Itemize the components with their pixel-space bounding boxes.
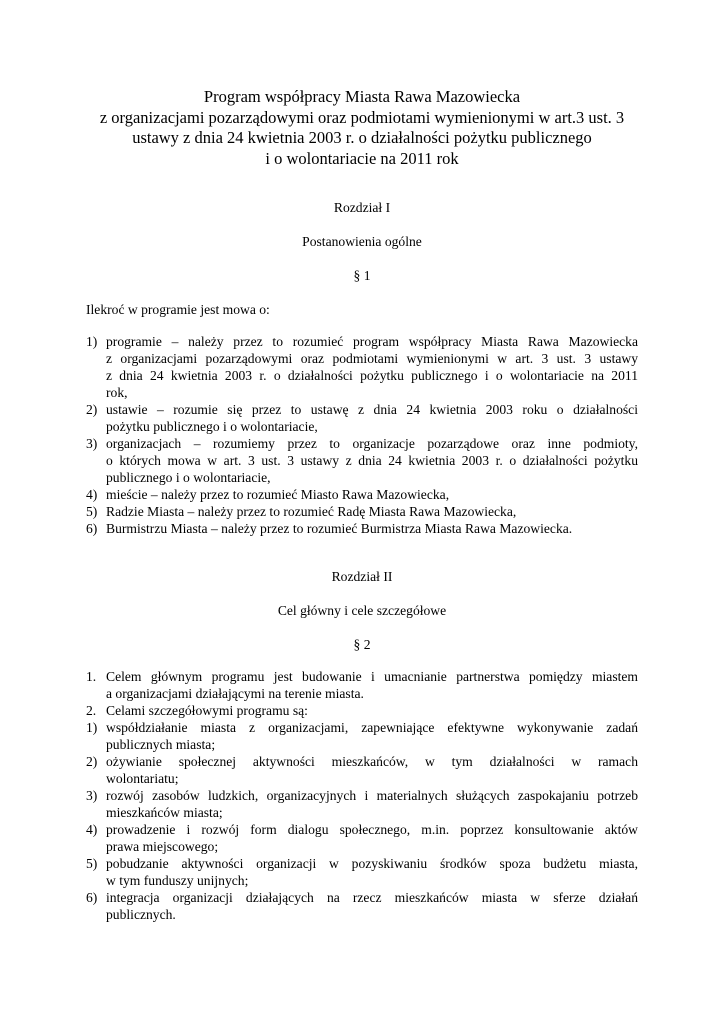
list-item bbox=[86, 889, 638, 923]
chapter-2-label: Rozdział II bbox=[331, 569, 393, 584]
list-item-line: z dnia 24 kwietnia 2003 r. o działalności pożytku publicznego i o wolontariacie na 2011 bbox=[106, 368, 638, 383]
list-item bbox=[86, 486, 638, 503]
list-item-line: współdziałanie miasta z organizacjami, zapewniające efektywne wykonywanie zadań bbox=[106, 720, 638, 735]
chapter-1-name: Postanowienia ogólne bbox=[302, 234, 422, 249]
title-line: z organizacjami pozarządowymi oraz podmiotami wymienionymi w art.3 ust. 3 bbox=[99, 107, 625, 127]
list-item bbox=[86, 753, 638, 787]
list-item-line: publicznych miasta; bbox=[106, 737, 216, 752]
list-item bbox=[86, 333, 638, 401]
list-item bbox=[86, 719, 638, 753]
list-item-line: w tym funduszy unijnych; bbox=[106, 873, 249, 888]
title-line: i o wolontariacie na 2011 rok bbox=[265, 148, 459, 168]
list-item-line: integracja organizacji działających na rzecz mieszkańców miasta w sferze działań bbox=[106, 890, 638, 905]
list-item-line: Celami szczegółowymi programu są: bbox=[106, 703, 308, 718]
list-item-line: Burmistrzu Miasta – należy przez to rozumieć Burmistrza Miasta Rawa Mazowiecka. bbox=[106, 521, 573, 536]
list-item-line: ustawie – rozumie się przez to ustawę z dnia 24 kwietnia 2003 roku o działalności bbox=[106, 402, 638, 417]
chapter-1-label: Rozdział I bbox=[333, 200, 391, 215]
list-item bbox=[86, 503, 638, 520]
list-item-line: programie – należy przez to rozumieć program współpracy Miasta Rawa Mazowiecka bbox=[106, 334, 638, 349]
list-item-line: prowadzenie i rozwój form dialogu społecznego, m.in. poprzez konsultowanie aktów bbox=[106, 822, 638, 837]
list-item bbox=[86, 435, 638, 486]
list-item bbox=[86, 668, 638, 702]
list-item-line: organizacjach – rozumiemy przez to organizacje pozarządowe oraz inne podmioty, bbox=[106, 436, 638, 451]
list-item-number: 2) bbox=[86, 754, 98, 769]
list-item bbox=[86, 787, 638, 821]
list-item-line: wolontariatu; bbox=[106, 771, 179, 786]
list-item-number: 3) bbox=[86, 436, 98, 451]
list-item-number: 1) bbox=[86, 334, 98, 349]
list-item-line: rok, bbox=[106, 385, 128, 400]
list-item-line: Celem głównym programu jest budowanie i umacnianie partnerstwa pomiędzy miastem bbox=[106, 669, 638, 684]
list-item-number: 2) bbox=[86, 402, 98, 417]
list-item-line: ożywianie społecznej aktywności mieszkańców, w tym działalności w ramach bbox=[106, 754, 638, 769]
section-2-symbol: § 2 bbox=[353, 637, 371, 652]
title-line: Program współpracy Miasta Rawa Mazowiecka bbox=[203, 87, 521, 106]
section-1-symbol: § 1 bbox=[353, 268, 371, 283]
list-item-number: 4) bbox=[86, 487, 98, 502]
list-item bbox=[86, 855, 638, 889]
list-item bbox=[86, 520, 638, 537]
document-title bbox=[60, 87, 664, 169]
list-item-line: pobudzanie aktywności organizacji w pozyskiwaniu środków spoza budżetu miasta, bbox=[106, 856, 638, 871]
section-1-intro: Ilekroć w programie jest mowa o: bbox=[86, 302, 270, 317]
title-line: ustawy z dnia 24 kwietnia 2003 r. o działalności pożytku publicznego bbox=[132, 128, 592, 147]
list-item-number: 6) bbox=[86, 521, 98, 536]
list-item-line: z organizacjami pozarządowymi oraz podmiotami wymienionymi w art. 3 ust. 3 ustawy bbox=[106, 351, 638, 366]
list-item-line: Radzie Miasta – należy przez to rozumieć Radę Miasta Rawa Mazowiecka, bbox=[106, 504, 517, 519]
list-item bbox=[86, 821, 638, 855]
goals-list bbox=[86, 668, 638, 923]
list-item bbox=[86, 702, 638, 719]
list-item-number: 5) bbox=[86, 504, 98, 519]
list-item-number: 6) bbox=[86, 890, 98, 905]
list-item-line: mieście – należy przez to rozumieć Miasto Rawa Mazowiecka, bbox=[106, 487, 450, 502]
list-item-number: 1. bbox=[86, 669, 97, 684]
list-item-number: 4) bbox=[86, 822, 98, 837]
definitions-list bbox=[86, 333, 638, 537]
list-item-number: 3) bbox=[86, 788, 98, 803]
list-item-line: publicznych. bbox=[106, 907, 176, 922]
list-item bbox=[86, 401, 638, 435]
list-item-number: 1) bbox=[86, 720, 98, 735]
chapter-2-name: Cel główny i cele szczegółowe bbox=[277, 603, 447, 618]
list-item-line: publicznego i o wolontariacie, bbox=[106, 470, 271, 485]
list-item-line: rozwój zasobów ludzkich, organizacyjnych i materialnych służących zaspokajaniu potrzeb bbox=[106, 788, 638, 803]
list-item-number: 2. bbox=[86, 703, 97, 718]
list-item-line: prawa miejscowego; bbox=[106, 839, 219, 854]
list-item-line: mieszkańców miasta; bbox=[106, 805, 223, 820]
list-item-line: pożytku publicznego i o wolontariacie, bbox=[106, 419, 318, 434]
list-item-line: o których mowa w art. 3 ust. 3 ustawy z dnia 24 kwietnia 2003 r. o działalności pożytku bbox=[106, 453, 638, 468]
list-item-number: 5) bbox=[86, 856, 98, 871]
list-item-line: a organizacjami działającymi na terenie miasta. bbox=[106, 686, 364, 701]
